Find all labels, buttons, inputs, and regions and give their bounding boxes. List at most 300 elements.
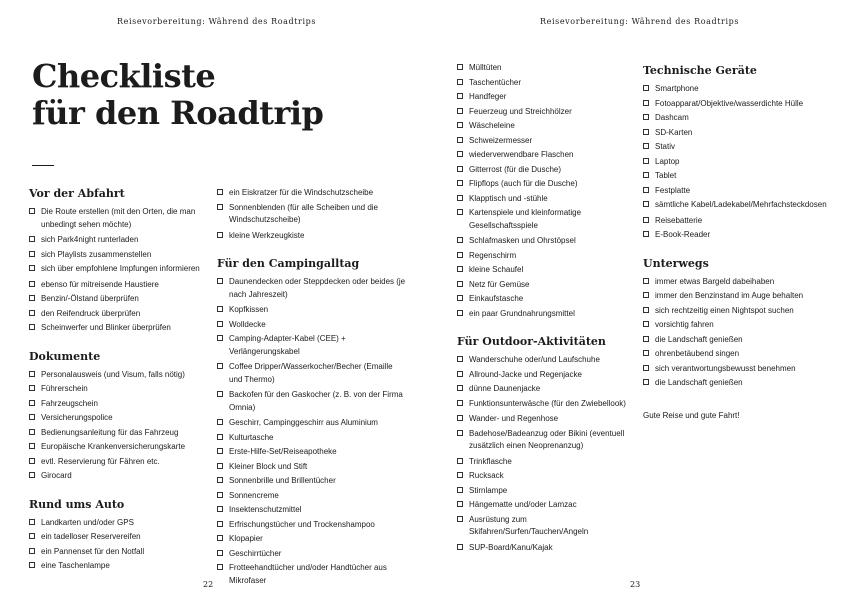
checklist-item — [29, 382, 209, 397]
checklist-item-label: sich rechtzeitig einen Nightspot suchen — [655, 305, 794, 315]
checklist-item-label: Regenschirm — [469, 250, 517, 260]
checklist-item-label: Kopfkissen — [229, 305, 269, 314]
checklist-item — [457, 513, 637, 541]
checklist-item — [643, 376, 833, 391]
checkbox[interactable] — [643, 365, 649, 371]
checklist-item-label: kleine Schaufel — [469, 265, 524, 274]
checklist-item-label: Trinkflasche — [469, 456, 512, 466]
checklist-item-label: E-Book-Reader — [655, 230, 711, 239]
checklist-continuation — [457, 61, 637, 321]
checkbox[interactable] — [643, 158, 649, 164]
checklist-item — [217, 275, 407, 303]
checklist-item — [457, 134, 637, 149]
checkbox[interactable] — [457, 281, 463, 287]
checklist-item — [217, 445, 407, 460]
checklist-item-label: kleine Werkzeugkiste — [229, 230, 305, 240]
checklist-item — [457, 307, 637, 322]
checkbox[interactable] — [29, 400, 35, 406]
checklist-item-label: den Reifendruck überprüfen — [41, 308, 141, 318]
checkbox[interactable] — [643, 129, 649, 135]
checkbox[interactable] — [29, 265, 35, 271]
checkbox[interactable] — [29, 548, 35, 554]
checklist-item-label: Kartenspiele und kleinformatige Gesellschaftsspiele — [469, 208, 582, 230]
checkbox[interactable] — [217, 448, 223, 454]
checklist-item-label: SUP-Board/Kanu/Kajak — [469, 542, 553, 552]
checklist — [457, 353, 637, 555]
checklist-item — [217, 561, 407, 589]
checklist-item-label: Geschirr, Campinggeschirr aus Aluminium — [229, 418, 378, 427]
checklist-item-label: SD-Karten — [655, 127, 693, 137]
checkbox[interactable] — [29, 472, 35, 478]
checklist-item — [217, 332, 407, 360]
checkbox[interactable] — [217, 550, 223, 556]
checklist-item-label: Laptop — [655, 156, 680, 166]
checklist-item — [457, 278, 637, 293]
checklist — [29, 516, 209, 574]
checklist-item-label: immer etwas Bargeld dabeihaben — [655, 276, 775, 286]
checklist-item-label: sämtliche Kabel/Ladekabel/Mehrfachsteckdosen — [655, 200, 827, 209]
checkbox[interactable] — [217, 306, 223, 312]
checklist-section — [457, 335, 637, 555]
running-header: Reisevorbereitung: Während des Roadtrips — [117, 17, 317, 26]
checklist-item-label: dünne Daunenjacke — [469, 384, 541, 393]
checkbox[interactable] — [643, 379, 649, 385]
checklist — [643, 275, 833, 391]
checkbox[interactable] — [29, 295, 35, 301]
checklist-item-label: wiederverwendbare Flaschen — [469, 150, 574, 159]
checklist-item-label: Feuerzeug und Streichhölzer — [469, 106, 572, 116]
checklist-item-label: Kulturtasche — [229, 432, 274, 442]
checklist-item-label: sich Playlists zusammenstellen — [41, 249, 152, 259]
checklist-item-label: Sonnenbrille und Brillentücher — [229, 476, 336, 485]
checklist-item-label: Scheinwerfer und Blinker überprüfen — [41, 323, 171, 332]
checkbox[interactable] — [217, 363, 223, 369]
checkbox[interactable] — [457, 295, 463, 301]
checklist-item-label: Benzin/-Ölstand überprüfen — [41, 294, 139, 303]
checklist-item-label: Festplatte — [655, 185, 691, 195]
checklist-item — [457, 469, 637, 484]
checkbox[interactable] — [217, 189, 223, 195]
checklist — [457, 61, 637, 321]
checklist-item-label: Wäscheleine — [469, 121, 515, 130]
checklist-item-label: Dashcam — [655, 113, 689, 122]
checklist-item — [29, 262, 209, 278]
checkbox[interactable] — [457, 64, 463, 70]
checklist-item — [457, 427, 637, 455]
checklist-item-label: Mülltüten — [469, 63, 502, 72]
checklist-item-label: Bedienungsanleitung für das Fahrzeug — [41, 427, 179, 437]
checklist-item — [29, 233, 209, 248]
checklist-item-label: Daunendecken oder Steppdecken oder beides (je nach Jahreszeit) — [229, 277, 406, 299]
checkbox[interactable] — [457, 151, 463, 157]
checklist-item — [643, 228, 833, 243]
checklist-item-label: Wander- und Regenhose — [469, 414, 559, 423]
checkbox[interactable] — [643, 231, 649, 237]
checklist-item — [643, 304, 833, 319]
checkbox[interactable] — [217, 335, 223, 341]
checkbox[interactable] — [457, 237, 463, 243]
checklist-item — [643, 169, 833, 184]
checkbox[interactable] — [457, 472, 463, 478]
checklist-item — [29, 368, 209, 383]
checklist-item-label: Klopapier — [229, 534, 263, 543]
checkbox[interactable] — [29, 562, 35, 568]
checklist-item — [29, 292, 209, 307]
checkbox[interactable] — [457, 400, 463, 406]
checkbox[interactable] — [217, 434, 223, 440]
checklist-item — [217, 186, 407, 201]
checklist-item-label: ein Eiskratzer für die Windschutzscheibe — [229, 188, 374, 197]
checklist — [29, 368, 209, 484]
checklist-item — [29, 307, 209, 322]
checkbox[interactable] — [217, 321, 223, 327]
checklist-item-label: Ausrüstung zum Skifahren/Surfen/Tauchen/Angeln — [469, 514, 589, 536]
checklist-item — [217, 503, 407, 518]
checklist-item-label: Handfeger — [469, 92, 507, 101]
checklist-item-label: Wanderschuhe oder/und Laufschuhe — [469, 355, 600, 364]
checklist-item — [457, 249, 637, 264]
checklist-item-label: Fotoapparat/Objektive/wasserdichte Hülle — [655, 98, 804, 108]
checklist-item-label: Girocard — [41, 471, 72, 480]
checklist-section — [643, 257, 833, 391]
checkbox[interactable] — [457, 544, 463, 550]
checklist-item — [457, 541, 637, 556]
checklist-item-label: Schweizermesser — [469, 135, 533, 145]
checklist-item — [29, 248, 209, 263]
checkbox[interactable] — [457, 266, 463, 272]
checkbox[interactable] — [217, 204, 223, 210]
checkbox[interactable] — [217, 278, 223, 284]
checklist-item — [29, 530, 209, 545]
checklist-item-label: evtl. Reservierung für Fähren etc. — [41, 456, 160, 466]
checklist — [643, 82, 833, 243]
section-title: Rund ums Auto — [29, 497, 125, 511]
checklist-item — [217, 489, 407, 504]
checkbox[interactable] — [217, 492, 223, 498]
checklist-item — [29, 278, 209, 293]
checkbox[interactable] — [643, 187, 649, 193]
checkbox[interactable] — [217, 232, 223, 238]
checklist-item-label: Kleiner Block und Stift — [229, 461, 308, 471]
checkbox[interactable] — [29, 414, 35, 420]
checkbox[interactable] — [457, 430, 463, 436]
checklist-item — [643, 126, 833, 141]
checklist-item — [217, 547, 407, 562]
checkbox[interactable] — [457, 356, 463, 362]
checklist-item — [643, 184, 833, 199]
checklist-item — [643, 362, 833, 377]
checklist-item — [643, 155, 833, 170]
checklist-item — [457, 234, 637, 249]
section-title: Für Outdoor-Aktivitäten — [457, 335, 606, 348]
checklist-item — [29, 205, 209, 233]
checklist-item-label: Landkarten und/oder GPS — [41, 517, 134, 527]
checklist-item — [29, 397, 209, 412]
checklist-item — [457, 382, 637, 397]
checklist-item — [643, 97, 833, 112]
checklist-item — [217, 474, 407, 489]
checklist-item — [457, 368, 637, 383]
left-page — [0, 0, 421, 600]
checkbox[interactable] — [643, 201, 649, 207]
checkbox[interactable] — [29, 429, 35, 435]
checklist-item-label: die Landschaft genießen — [655, 378, 743, 387]
checklist-item — [457, 61, 637, 76]
checklist-item — [457, 76, 637, 91]
checklist-item-label: Sonnenblenden (für alle Scheiben und die Windschutzscheibe) — [229, 202, 379, 224]
section-title: Dokumente — [29, 349, 101, 363]
checklist-item-label: Erste-Hilfe-Set/Reiseapotheke — [229, 447, 337, 456]
checkbox[interactable] — [643, 292, 649, 298]
page-number: 22 — [203, 580, 214, 589]
checklist-item-label: die Landschaft genießen — [655, 334, 743, 344]
checklist-item — [217, 303, 407, 318]
checklist-section — [217, 257, 407, 589]
checkbox[interactable] — [457, 137, 463, 143]
checklist-item-label: Hängematte und/oder Lamzac — [469, 500, 577, 509]
checkbox[interactable] — [29, 281, 35, 287]
checklist-item — [29, 455, 209, 470]
checkbox[interactable] — [29, 533, 35, 539]
checklist-item-label: eine Taschenlampe — [41, 561, 110, 570]
checklist-item — [643, 198, 833, 214]
checkbox[interactable] — [217, 521, 223, 527]
checklist-item — [643, 214, 833, 229]
checklist-item — [29, 411, 209, 426]
checklist-item-label: immer den Benzinstand im Auge behalten — [655, 291, 804, 300]
page-title: Checkliste für den Roadtrip — [32, 57, 324, 132]
checklist-item — [457, 163, 637, 178]
checklist-item — [457, 119, 637, 134]
checklist-item — [457, 105, 637, 120]
checkbox[interactable] — [643, 278, 649, 284]
checklist-section — [643, 64, 833, 243]
checklist-item — [643, 347, 833, 362]
checkbox[interactable] — [217, 564, 223, 570]
checklist-item-label: sich über empfohlene Impfungen informieren — [41, 264, 200, 273]
checkbox[interactable] — [643, 143, 649, 149]
checkbox[interactable] — [457, 371, 463, 377]
checkbox[interactable] — [29, 443, 35, 449]
checklist-item-label: Geschirrtücher — [229, 548, 282, 558]
checklist-item — [217, 460, 407, 475]
checkbox[interactable] — [643, 336, 649, 342]
checklist-item-label: Europäische Krankenversicherungskarte — [41, 442, 186, 451]
checkbox[interactable] — [643, 217, 649, 223]
checkbox[interactable] — [643, 85, 649, 91]
checkbox[interactable] — [457, 501, 463, 507]
checklist-item — [457, 455, 637, 470]
section-title: Vor der Abfahrt — [29, 187, 125, 200]
checklist-item-label: Netz für Gemüse — [469, 279, 530, 289]
checklist-item — [457, 177, 637, 192]
checklist-item-label: Schlafmasken und Ohrstöpsel — [469, 236, 576, 245]
checklist-item-label: Camping-Adapter-Kabel (CEE) + Verlängerungskabel — [229, 334, 346, 356]
right-column-1 — [457, 61, 637, 569]
checklist-item-label: Coffee Dripper/Wasserkocher/Becher (Emaille und Thermo) — [229, 362, 393, 384]
checkbox[interactable] — [457, 458, 463, 464]
checklist-item — [29, 559, 209, 574]
running-header: Reisevorbereitung: Während des Roadtrips — [540, 17, 740, 26]
checklist-item — [29, 440, 209, 455]
checklist-item — [457, 353, 637, 368]
checkbox[interactable] — [457, 487, 463, 493]
checklist-item — [217, 318, 407, 333]
checklist-item — [457, 397, 637, 413]
checkbox[interactable] — [457, 516, 463, 522]
checklist-item-label: Stativ — [655, 142, 676, 151]
checklist-item — [29, 545, 209, 560]
checklist-item — [457, 206, 637, 234]
checklist-item-label: ein paar Grundnahrungsmittel — [469, 308, 575, 318]
checklist-item — [457, 148, 637, 163]
checkbox[interactable] — [457, 252, 463, 258]
section-title: Für den Campingalltag — [217, 257, 360, 270]
checklist-item — [217, 416, 407, 431]
checkbox[interactable] — [457, 108, 463, 114]
checklist-item-label: Badehose/Badeanzug oder Bikini (eventuell zusätzlich einen Neoprenanzug) — [469, 428, 625, 450]
checklist-item-label: vorsichtig fahren — [655, 320, 714, 329]
checklist-item-label: Klapptisch und -stühle — [469, 193, 548, 203]
checklist-item — [217, 431, 407, 446]
checkbox[interactable] — [217, 419, 223, 425]
checkbox[interactable] — [29, 385, 35, 391]
checklist-item — [29, 516, 209, 531]
checklist-item-label: Insektenschutzmittel — [229, 505, 302, 514]
checklist-item-label: Erfrischungstücher und Trockenshampoo — [229, 519, 375, 529]
checklist-item-label: Sonnencreme — [229, 490, 279, 500]
checklist-item-label: Einkaufstasche — [469, 294, 524, 303]
checklist-item-label: Backofen für den Gaskocher (z. B. von der Firma Omnia) — [229, 390, 403, 412]
checklist-item — [457, 292, 637, 307]
checklist-item — [643, 275, 833, 290]
checklist-item — [217, 518, 407, 533]
checklist-item — [29, 426, 209, 441]
left-column-1 — [29, 187, 209, 588]
checklist-item-label: Allround-Jacke und Regenjacke — [469, 369, 582, 379]
checklist-item-label: ohrenbetäubend singen — [655, 349, 740, 358]
checklist-item — [457, 484, 637, 499]
checkbox[interactable] — [457, 180, 463, 186]
checkbox[interactable] — [29, 251, 35, 257]
checklist-item — [29, 469, 209, 484]
checklist-item — [643, 82, 833, 97]
checklist-item-label: Smartphone — [655, 84, 699, 93]
checkbox[interactable] — [29, 458, 35, 464]
checkbox[interactable] — [29, 310, 35, 316]
checklist-item — [29, 321, 209, 336]
page-number: 23 — [630, 580, 641, 589]
checkbox[interactable] — [29, 208, 35, 214]
checklist-item-label: Funktionsunterwäsche (für den Zwiebellook) — [469, 398, 626, 408]
checklist-item — [643, 111, 833, 126]
checklist-item-label: Flipflops (auch für die Dusche) — [469, 179, 578, 188]
checklist-item-label: Gitterrost (für die Dusche) — [469, 164, 562, 174]
checkbox[interactable] — [643, 350, 649, 356]
checklist-item — [217, 532, 407, 547]
checkbox[interactable] — [643, 321, 649, 327]
checkbox[interactable] — [643, 114, 649, 120]
checkbox[interactable] — [29, 371, 35, 377]
checkbox[interactable] — [457, 79, 463, 85]
checklist — [217, 186, 407, 243]
title-divider — [32, 165, 54, 166]
checklist-item-label: Die Route erstellen (mit den Orten, die man unbedingt sehen möchte) — [41, 207, 196, 229]
checkbox[interactable] — [643, 100, 649, 106]
checklist-item-label: Stirnlampe — [469, 485, 508, 495]
checklist-item — [217, 229, 407, 244]
checklist-item — [457, 192, 637, 207]
checklist-continuation — [217, 186, 407, 243]
checkbox[interactable] — [457, 415, 463, 421]
checklist-item — [643, 333, 833, 348]
checklist-section — [29, 498, 209, 574]
checkbox[interactable] — [643, 172, 649, 178]
checklist-item — [643, 140, 833, 155]
section-title: Technische Geräte — [643, 64, 757, 77]
checklist-item-label: ebenso für mitreisende Haustiere — [41, 279, 159, 289]
checklist — [29, 205, 209, 336]
checklist-item — [457, 263, 637, 278]
checkbox[interactable] — [457, 166, 463, 172]
checkbox[interactable] — [29, 519, 35, 525]
checkbox[interactable] — [217, 477, 223, 483]
left-column-2 — [217, 186, 407, 603]
checklist-item-label: Personalausweis (und Visum, falls nötig) — [41, 369, 185, 379]
checklist-item-label: Taschentücher — [469, 77, 522, 87]
checkbox[interactable] — [457, 195, 463, 201]
checklist-item — [217, 388, 407, 416]
checkbox[interactable] — [457, 310, 463, 316]
checklist-item — [643, 289, 833, 304]
checkbox[interactable] — [217, 463, 223, 469]
checkbox[interactable] — [217, 391, 223, 397]
checklist-item-label: Tablet — [655, 171, 677, 180]
right-page — [421, 0, 843, 600]
checklist-item-label: Reisebatterie — [655, 215, 703, 225]
checklist-item — [643, 318, 833, 333]
checklist-item-label: Führerschein — [41, 384, 88, 393]
checklist — [217, 275, 407, 589]
checkbox[interactable] — [217, 506, 223, 512]
right-column-2 — [643, 64, 833, 423]
checklist-item — [457, 412, 637, 427]
checklist-item — [457, 498, 637, 513]
checklist-item-label: Frotteehandtücher und/oder Handtücher aus Mikrofaser — [229, 563, 387, 585]
checklist-item-label: Fahrzeugschein — [41, 398, 98, 408]
checklist-item-label: sich Park4night runterladen — [41, 235, 139, 244]
checklist-item — [217, 201, 407, 229]
checkbox[interactable] — [217, 535, 223, 541]
checkbox[interactable] — [457, 209, 463, 215]
checklist-item — [217, 360, 407, 388]
checklist-item — [457, 90, 637, 105]
checklist-item-label: sich verantwortungsbewusst benehmen — [655, 363, 796, 373]
checklist-item-label: Rucksack — [469, 471, 504, 480]
checkbox[interactable] — [457, 122, 463, 128]
checklist-section — [29, 350, 209, 484]
section-title: Unterwegs — [643, 256, 709, 270]
checkbox[interactable] — [29, 324, 35, 330]
closing-note: Gute Reise und gute Fahrt! — [643, 410, 740, 420]
checkbox[interactable] — [457, 93, 463, 99]
checkbox[interactable] — [29, 236, 35, 242]
checklist-item-label: ein Pannenset für den Notfall — [41, 546, 145, 556]
checkbox[interactable] — [643, 307, 649, 313]
checkbox[interactable] — [457, 385, 463, 391]
checklist-section — [29, 187, 209, 336]
checklist-item-label: Versicherungspolice — [41, 413, 113, 422]
